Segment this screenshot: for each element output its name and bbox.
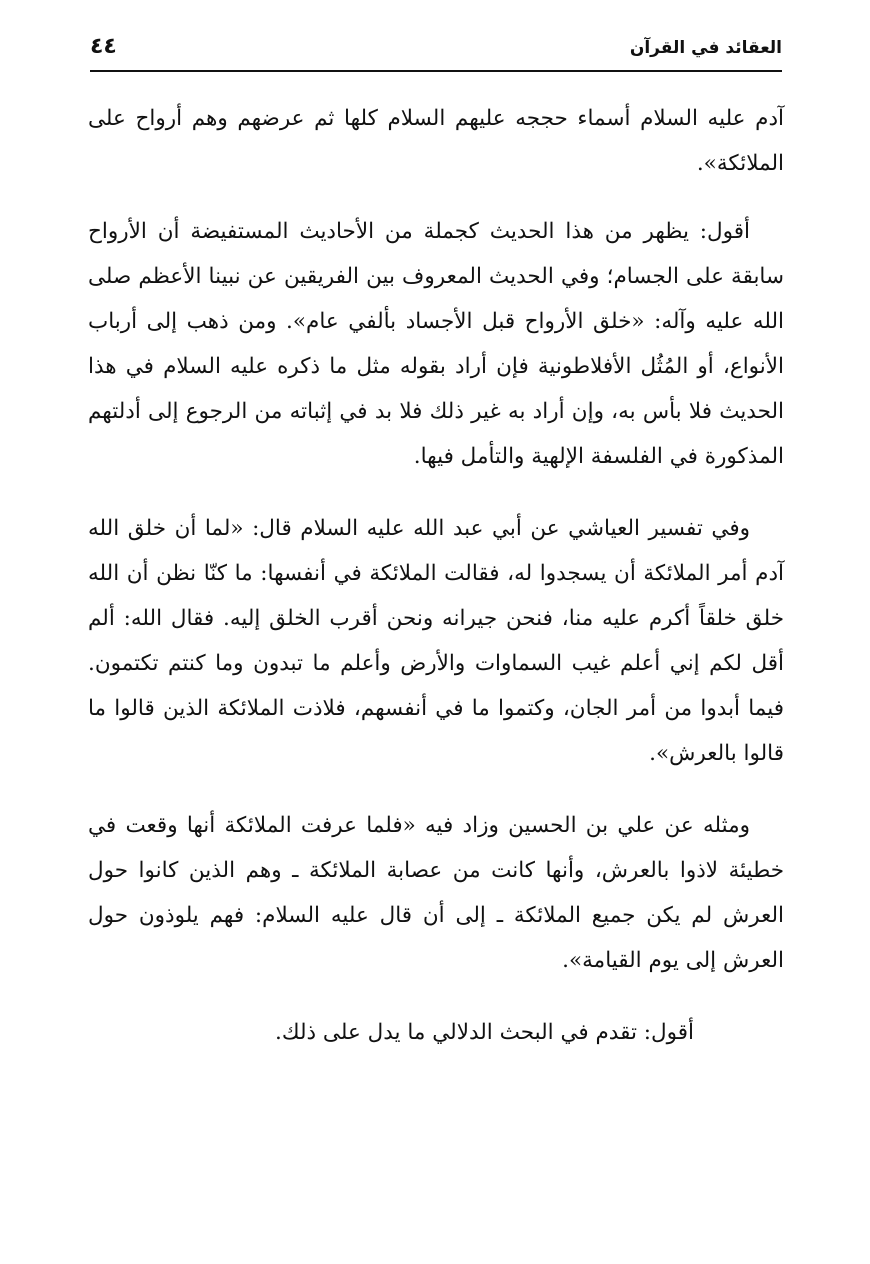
paragraph-tafsir-ayyashi: وفي تفسير العياشي عن أبي عبد الله عليه السلام قال: «لما أن خلق الله آدم أمر الملائكة أن يسجدوا له، فقالت الملائكة في أنفسها: ما كنّا نظن أن الله خلق خلقاً أكرم عليه منا، فنحن جيرانه ونحن أقرب الخلق إليه. فقال الله: ألم أقل لكم إني أعلم غيب السماوات والأرض وأعلم ما تبدون وما كنتم تكتمون. فيما أبدوا من أمر الجان، وكتموا ما في أنفسهم، فلاذت الملائكة الذين قالوا ما قالوا بالعرش». <box>88 516 784 766</box>
book-title: العقائد في القرآن <box>629 38 782 58</box>
paragraph-continuation: آدم عليه السلام أسماء حججه عليهم السلام كلها ثم عرضهم وهم أرواح على الملائكة». <box>88 106 784 176</box>
paragraph-comment-2: أقول: تقدم في البحث الدلالي ما يدل على ذلك. <box>275 1020 694 1045</box>
page-number: ٤٤ <box>90 34 117 59</box>
running-header <box>90 30 782 72</box>
page-body <box>88 96 784 1055</box>
paragraph-comment-1: أقول: يظهر من هذا الحديث كجملة من الأحاديث المستفيضة أن الأرواح سابقة على الجسام؛ وفي الحديث المعروف بين الفريقين عن نبينا الأعظم صلى الله عليه وآله: «خلق الأرواح قبل الأجساد بألفي عام». ومن ذهب إلى أرباب الأنواع، أو المُثُل الأفلاطونية فإن أراد بقوله مثل ما ذكره عليه السلام في هذا الحديث فلا بأس به، وإن أراد به غير ذلك فلا بد في إثباته من الرجوع إلى أدلتهم المذكورة في الفلسفة الإلهية والتأمل فيها. <box>88 219 784 469</box>
paragraph-ali-bin-husain: ومثله عن علي بن الحسين وزاد فيه «فلما عرفت الملائكة أنها وقعت في خطيئة لاذوا بالعرش، وأنها كانت من عصابة الملائكة ـ وهم الذين كانوا حول العرش لم يكن جميع الملائكة ـ إلى أن قال عليه السلام: فهم يلوذون حول العرش إلى يوم القيامة». <box>88 813 784 973</box>
